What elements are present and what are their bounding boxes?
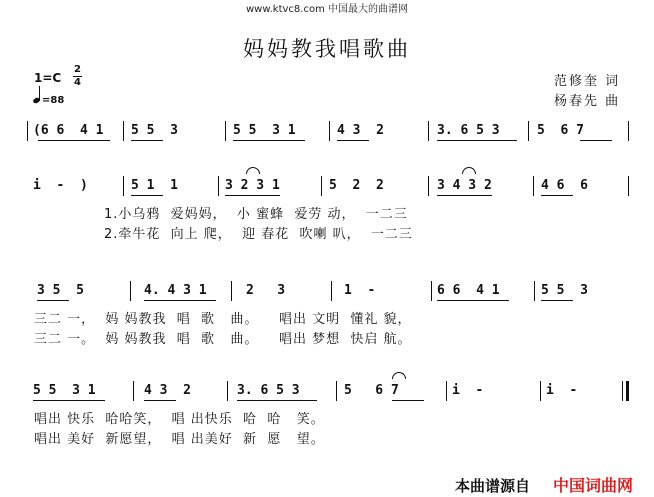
eighth-underline bbox=[437, 195, 492, 196]
measure-notes: 5 5 3 bbox=[541, 283, 588, 298]
source-label: 本曲谱源自 bbox=[455, 477, 531, 495]
eighth-underline bbox=[337, 140, 369, 141]
lyric-verse2-line: 2.牵牛花 向上 爬， 迎 春花 吹喇 叭， 一二三 bbox=[104, 227, 413, 242]
bar-line bbox=[428, 176, 429, 196]
bar-line bbox=[218, 176, 219, 196]
bar-line bbox=[227, 381, 228, 401]
bar-line bbox=[622, 381, 623, 401]
eighth-underline bbox=[437, 140, 517, 141]
measure-notes: 5 6 7 bbox=[537, 123, 584, 138]
measure-notes: 5 5 3 1 bbox=[33, 383, 96, 398]
bar-line bbox=[533, 176, 534, 196]
measure-notes: 5 6 7 bbox=[344, 383, 399, 398]
eighth-underline bbox=[37, 300, 69, 301]
eighth-underline bbox=[437, 300, 509, 301]
slur-mark bbox=[392, 372, 406, 379]
bar-line bbox=[431, 281, 432, 301]
bar-line bbox=[123, 121, 124, 141]
bar-line bbox=[528, 121, 529, 141]
measure-notes: (6 6 4 1 bbox=[33, 123, 104, 138]
measure-notes: 4 6 6 bbox=[541, 178, 588, 193]
key-signature: 1=C bbox=[34, 71, 62, 85]
slur-mark bbox=[462, 167, 476, 174]
measure-notes: i - bbox=[452, 383, 484, 398]
bar-line bbox=[628, 121, 629, 141]
eighth-underline bbox=[237, 400, 317, 401]
bar-line bbox=[231, 281, 232, 301]
lyric-verse1-line: 三二 一， 妈 妈教我 唱 歌 曲。 唱出 文明 懂礼 貌， bbox=[34, 312, 412, 327]
time-signature-top: 2 bbox=[74, 64, 81, 75]
source-site-logo[interactable]: 中国词曲网 bbox=[553, 476, 634, 495]
composer-credit: 杨春先 曲 bbox=[554, 94, 621, 109]
eighth-underline bbox=[392, 400, 424, 401]
measure-notes: 3 2 3 1 bbox=[225, 178, 280, 193]
eighth-underline bbox=[131, 140, 163, 141]
eighth-underline bbox=[580, 140, 612, 141]
lyric-verse2-line: 唱出 美好 新愿望， 唱 出美好 新 愿 望。 bbox=[34, 432, 325, 447]
eighth-underline bbox=[225, 195, 280, 196]
bar-line bbox=[446, 381, 447, 401]
lyric-verse2-line: 三二 一。 妈 妈教我 唱 歌 曲。 唱出 梦想 快启 航。 bbox=[34, 332, 412, 347]
bar-line bbox=[321, 176, 322, 196]
measure-notes: 3. 6 5 3 bbox=[437, 123, 500, 138]
bar-line bbox=[534, 281, 535, 301]
eighth-underline bbox=[38, 140, 110, 141]
measure-notes: 3 5 5 bbox=[37, 283, 84, 298]
eighth-underline bbox=[541, 300, 573, 301]
song-title: 妈妈教我唱歌曲 bbox=[243, 37, 411, 61]
bar-line bbox=[133, 381, 134, 401]
bar-line bbox=[540, 381, 541, 401]
bar-line bbox=[428, 121, 429, 141]
bar-line bbox=[329, 121, 330, 141]
measure-notes: i - bbox=[546, 383, 578, 398]
measure-notes: 5 1 1 bbox=[131, 178, 178, 193]
measure-notes: 5 5 3 bbox=[131, 123, 178, 138]
site-banner: www.ktvc8.com 中国最大的曲谱网 bbox=[245, 4, 408, 15]
measure-notes: 6 6 4 1 bbox=[437, 283, 500, 298]
eighth-underline bbox=[144, 300, 216, 301]
eighth-underline bbox=[233, 140, 305, 141]
eighth-underline bbox=[541, 195, 573, 196]
measure-notes: 5 2 2 bbox=[329, 178, 384, 193]
measure-notes: 3 4 3 2 bbox=[437, 178, 492, 193]
lyric-verse1-line: 1.小乌鸦 爱妈妈， 小 蜜蜂 爱劳 动， 一二三 bbox=[104, 207, 408, 222]
measure-notes: 2 3 bbox=[246, 283, 286, 298]
measure-notes: 4 3 2 bbox=[337, 123, 384, 138]
lyricist-credit: 范修奎 词 bbox=[554, 74, 621, 89]
tempo-marking: =88 bbox=[42, 95, 65, 106]
measure-notes: 5 5 3 1 bbox=[233, 123, 296, 138]
measure-notes: i - ) bbox=[33, 178, 88, 193]
quarter-note-stem bbox=[39, 86, 40, 101]
eighth-underline bbox=[144, 400, 176, 401]
slur-mark bbox=[246, 167, 260, 174]
measure-notes: 3. 6 5 3 bbox=[237, 383, 300, 398]
bar-line bbox=[27, 121, 28, 141]
bar-line bbox=[130, 281, 131, 301]
time-signature-bottom: 4 bbox=[74, 77, 81, 88]
measure-notes: 4 3 2 bbox=[144, 383, 191, 398]
final-bar-line bbox=[626, 381, 629, 401]
bar-line bbox=[628, 176, 629, 196]
measure-notes: 1 - bbox=[344, 283, 376, 298]
eighth-underline bbox=[33, 400, 105, 401]
bar-line bbox=[225, 121, 226, 141]
measure-notes: 4. 4 3 1 bbox=[144, 283, 207, 298]
bar-line bbox=[336, 381, 337, 401]
eighth-underline bbox=[131, 195, 163, 196]
bar-line bbox=[123, 176, 124, 196]
bar-line bbox=[331, 281, 332, 301]
lyric-verse1-line: 唱出 快乐 哈哈笑， 唱 出快乐 哈 哈 笑。 bbox=[34, 412, 325, 427]
